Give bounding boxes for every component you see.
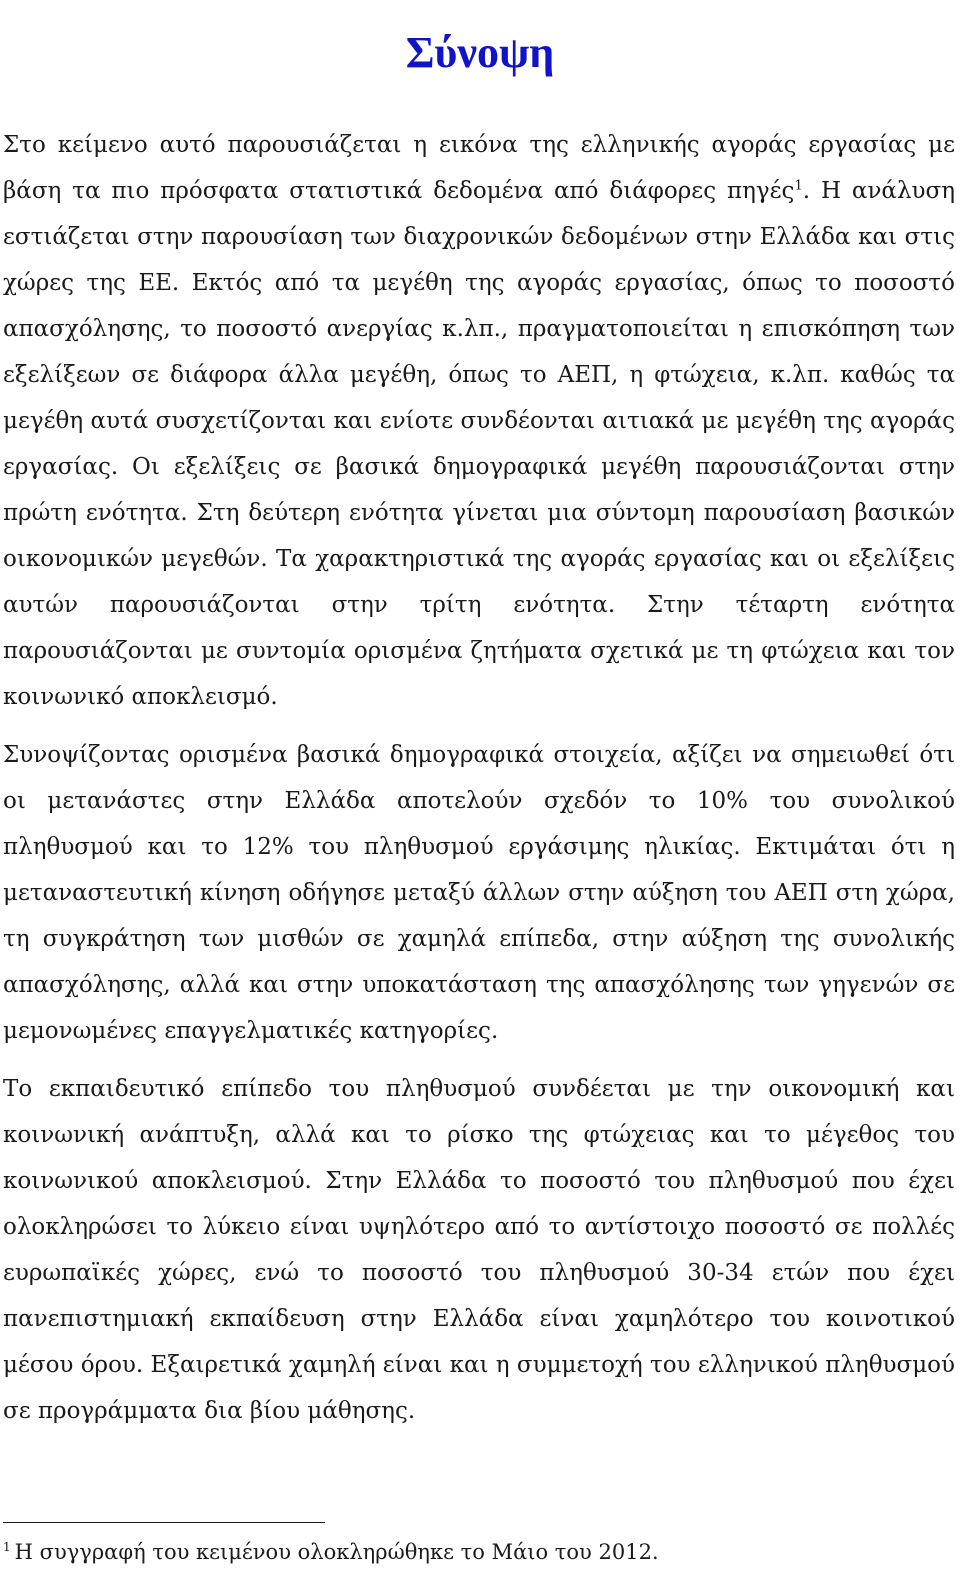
paragraph-overview	[3, 122, 955, 720]
footnote-reference[interactable]: 1	[794, 178, 803, 194]
page-title: Σύνοψη	[405, 28, 555, 78]
paragraph-overview-text-start: Στο κείμενο αυτό παρουσιάζεται η εικόνα της ελληνικής αγοράς εργασίας με βάση τα πιο πρόσφατα στατιστικά δεδομένα από διάφορες πηγές	[3, 132, 955, 204]
paragraph-education: Το εκπαιδευτικό επίπεδο του πληθυσμού συνδέεται με την οικονομική και κοινωνική ανάπτυξη, αλλά και το ρίσκο της φτώχειας και το μέγεθος του κοινωνικού αποκλεισμού. Στην Ελλάδα το ποσοστό του πληθυσμού που έχει ολοκληρώσει το λύκειο είναι υψηλότερο από το αντίστοιχο ποσοστό σε πολλές ευρωπαϊκές χώρες, ενώ το ποσοστό του πληθυσμού 30-34 ετών που έχει πανεπιστημιακή εκπαίδευση στην Ελλάδα είναι χαμηλότερο του κοινοτικού μέσου όρου. Εξαιρετικά χαμηλή είναι και η συμμετοχή του ελληνικού πληθυσμού σε προγράμματα δια βίου μάθησης.	[3, 1076, 955, 1424]
paragraph-overview-text-end: . Η ανάλυση εστιάζεται στην παρουσίαση των διαχρονικών δεδομένων στην Ελλάδα και στις χώρες της ΕΕ. Εκτός από τα μεγέθη της αγοράς εργασίας, όπως το ποσοστό απασχόλησης, το ποσοστό ανεργίας κ.λπ., πραγματοποιείται η επισκόπηση των εξελίξεων σε διάφορα άλλα μεγέθη, όπως το ΑΕΠ, η φτώχεια, κ.λπ. καθώς τα μεγέθη αυτά συσχετίζονται και ενίοτε συνδέονται αιτιακά με μεγέθη της αγοράς εργασίας. Οι εξελίξεις σε βασικά δημογραφικά μεγέθη παρουσιάζονται στην πρώτη ενότητα. Στη δεύτερη ενότητα γίνεται μια σύντομη παρουσίαση βασικών οικονομικών μεγεθών. Τα χαρακτηριστικά της αγοράς εργασίας και οι εξελίξεις αυτών παρουσιάζονται στην τρίτη ενότητα. Στην τέταρτη ενότητα παρουσιάζονται με συντομία ορισμένα ζητήματα σχετικά με τη φτώχεια και τον κοινωνικό αποκλεισμό.	[3, 178, 956, 710]
footnote-number: 1	[3, 1540, 11, 1554]
summary-body	[3, 122, 955, 1446]
footnote	[3, 1537, 659, 1567]
footnote-text: Η συγγραφή του κειμένου ολοκληρώθηκε το Μάιο του 2012.	[14, 1540, 659, 1564]
paragraph-demographics: Συνοψίζοντας ορισμένα βασικά δημογραφικά στοιχεία, αξίζει να σημειωθεί ότι οι μετανάστες στην Ελλάδα αποτελούν σχεδόν το 10% του συνολικού πληθυσμού και το 12% του πληθυσμού εργάσιμης ηλικίας. Εκτιμάται ότι η μεταναστευτική κίνηση οδήγησε μεταξύ άλλων στην αύξηση του ΑΕΠ στη χώρα, τη συγκράτηση των μισθών σε χαμηλά επίπεδα, στην αύξηση της συνολικής απασχόλησης, αλλά και στην υποκατάσταση της απασχόλησης των γηγενών σε μεμονωμένες επαγγελματικές κατηγορίες.	[3, 742, 955, 1044]
footnote-separator	[3, 1522, 325, 1523]
